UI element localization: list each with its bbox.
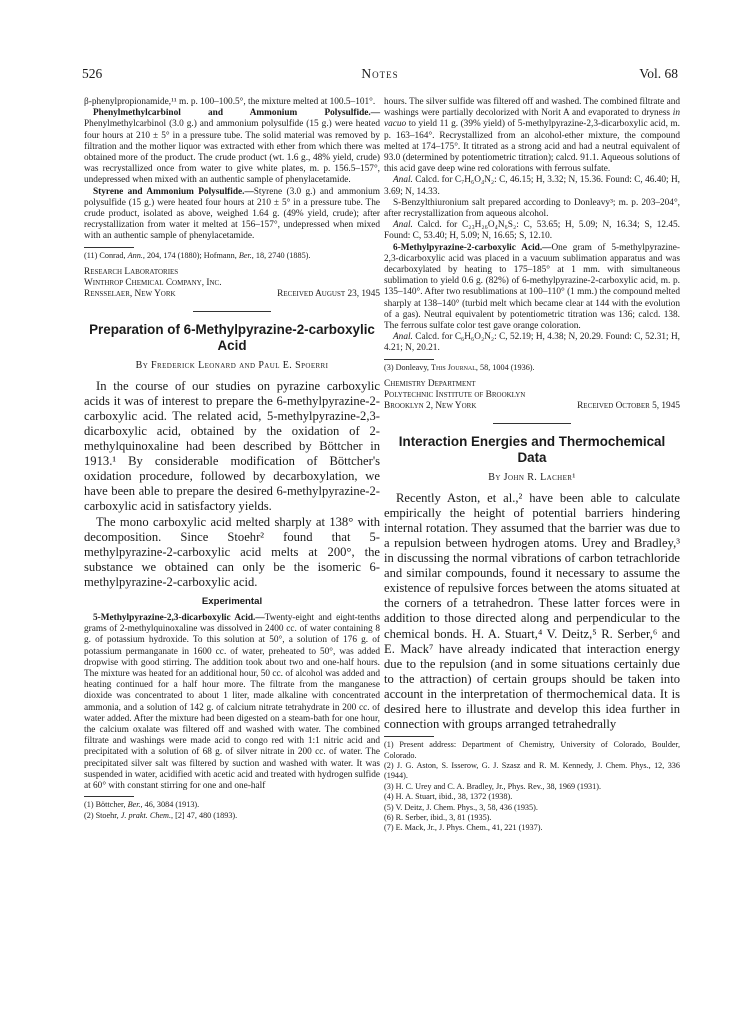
footnotes	[84, 800, 380, 821]
article-separator-rule	[493, 423, 571, 424]
footnote: (7) E. Mack, Jr., J. Phys. Chem., 41, 221 (1937).	[384, 823, 543, 833]
paragraph-body: Styrene (3.0 g.) and ammonium polysulfide (15 g.) were heated four hours at 210 ± 5° in a pressure tube. The crude product, isolated as above, weighed 1.64 g. (49% yield, crude); after recrystallization from water it melted at 156–157°, undepressed when mixed with an authentic sample of phenylacetamide.	[84, 186, 380, 242]
received-date: Received October 5, 1945	[577, 401, 680, 412]
experiment-paragraph	[84, 613, 380, 792]
footnote-rule	[84, 247, 134, 248]
affiliation-received-row	[384, 401, 680, 412]
footnote: (11) Conrad, Ann., 204, 174 (1880); Hofmann, Ber., 18, 2740 (1885).	[84, 250, 311, 260]
article-title: Preparation of 6-Methylpyrazine-2-carboxylic Acid	[89, 321, 375, 353]
analysis-line: Anal. Calcd. for C₇H₆O₄N₂: C, 46.15; H, 3.32; N, 15.36. Found: C, 46.40; H, 3.69; N, 14.33.	[384, 175, 680, 197]
footnote-rule	[384, 736, 434, 737]
intro-paragraph: In the course of our studies on pyrazine carboxylic acids it was of interest to prepare the 6-methylpyrazine-2-carboxylic acid. The related acid, 5-methylpyrazine-2,3-dicarboxylic acid, obtained by the oxidation of 2-methylquinoxaline had been described by Böttcher in 1913.¹ By considerable modification of Böttcher's oxidation procedure, followed by decarboxylation, we have been able to prepare the desired 6-methylpyrazine-2-carboxylic acid in satisfactory yields.	[84, 378, 380, 514]
experimental-continued	[384, 97, 680, 355]
intro-paragraph: The mono carboxylic acid melted sharply at 138° with decomposition. Since Stoehr² found that 5-methylpyrazine-2-carboxylic acid melts at 200°, the substance we obtained can only be the isomeric 6-methylpyrazine-2-carboxylic acid.	[84, 514, 380, 589]
left-column	[84, 97, 380, 821]
footnote: (3) Donleavy, This Journal, 58, 1004 (1936).	[384, 362, 535, 372]
paragraph-body: One gram of 5-methylpyrazine-2,3-dicarboxylic acid was placed in a vacuum sublimation apparatus and was decarboxylated by heating to 175–185° at 1 mm. with simultaneous sublimation to yield 0.6 g. (82%) of 6-methylpyrazine-2-carboxylic acid, m. p. 135–140°. After two resublimations at 100–110° (1 mm.) the compound melted sharply at 138–140° (turbid melt which became clear at 144 with the evolution of a gas). Neutral equivalent by potentiometric titration was 136; calcd. 138. The ferrous sulfate color test gave orange coloration.	[384, 242, 680, 332]
footnote: (1) Present address: Department of Chemistry, University of Colorado, Boulder, Colorado.	[384, 740, 680, 760]
experiment-paragraph	[384, 243, 680, 333]
footnote-rule	[384, 359, 434, 360]
paragraph-body: Twenty-eight and eight-tenths grams of 2-methylquinoxaline was dissolved in 2400 cc. of water containing 8 g. of potassium hydroxide. To this solution at 50°, a solution of 176 g. of potassium permanganate in 1600 cc. of water, preheated to 50°, was added dropwise with good stirring. The addition took about two and one-half hours. The mixture was heated for an additional hour, 50 cc. of alcohol was added and heating continued for a half hour more. The filtrate from the manganese dioxide was concentrated to about 1 liter, made alkaline with concentrated ammonia, and a solution of 142 g. of calcium nitrate tetrahydrate in 200 cc. of water added. After the mixture had been digested on a steam-bath for one hour, the calcium oxalate was filtered off and washed with water. The combined filtrate and washings were made acid to congo red with 1:1 nitric acid and precipitated with a solution of 68 g. of silver nitrate in 200 cc. of water. The precipitated silver salt was filtered by suction and washed with water. It was suspended in water, acidified with acetic acid and treated with hydrogen sulfide at 60° with constant stirring for one and one-half	[84, 612, 380, 792]
paragraph-body: Phenylmethylcarbinol (3.0 g.) and ammonium polysulfide (15 g.) were heated four hours at 210 ± 5° in a pressure tube. The solid material was removed by filtration and the mother liquor was extracted with ether from which there was obtained more of the product. The crude product (wt. 1.6 g., 48% yield, crude) was recrystallized once from water to give white plates, m. p. 156.5–157°, undepressed when mixed with an authentic sample of phenylacetamide.	[84, 119, 380, 186]
affiliation-place: Brooklyn 2, New York	[384, 401, 477, 412]
section-title: Notes	[361, 66, 399, 81]
experimental-text	[84, 613, 380, 792]
article-byline: By Frederick Leonard and Paul E. Spoerri	[135, 359, 329, 371]
body-paragraph: Recently Aston, et al.,² have been able to calculate empirically the height of potential barriers hindering internal rotation. They assumed that the barrier was due to a repulsion between hydrogen atoms. Urey and Bradley,³ in discussing the normal vibrations of carbon tetrachloride and similar compounds, found it necessary to assume the existence of repulsive forces between the atoms situated at the corners of a tetrahedron. These latter forces were in addition to those directed along and perpendicular to the chemical bonds. H. A. Stuart,⁴ V. Deitz,⁵ R. Serber,⁶ and E. Mack⁷ have already indicated that interaction energy due to the repulsion (and in some situations certainly due to the attraction) of certain groups should be taken into account in the interpretation of thermochemical data. It is desired here to illustrate and develop this idea further in connection with groups arranged tetrahedrally	[384, 490, 680, 732]
continued-paragraph: hours. The silver sulfide was filtered off and washed. The combined filtrate and washings were partially decolorized with Norit A and evaporated to dryness in vacuo to yield 11 g. (39% yield) of 5-methylpyrazine-2,3-dicarboxylic acid, m. p. 163–164°. Recrystallized from an alcohol-ether mixture, the compound melted at 174–175°. It titrated as a strong acid and had a neutral equivalent of 93.0 (determined by potentiometric titration); calcd. 91.1. Aqueous solutions of this acid gave deep wine red colorations with ferrous sulfate.	[384, 97, 680, 175]
footnote: (2) Stoehr, J. prakt. Chem., [2] 47, 480 (1893).	[84, 810, 238, 820]
article-intro	[84, 379, 380, 590]
experiment-paragraph	[84, 187, 380, 243]
article-body	[384, 491, 680, 733]
prior-note-text	[84, 97, 380, 243]
run-in-heading: Phenylmethylcarbinol and Ammonium Polysulfide.—	[93, 108, 380, 119]
continued-paragraph: β-phenylpropionamide,¹¹ m. p. 100–100.5°, the mixture melted at 100.5–101°.	[84, 97, 376, 107]
received-date: Received August 23, 1945	[277, 289, 380, 300]
footnotes	[84, 251, 380, 261]
run-in-heading: 6-Methylpyrazine-2-carboxylic Acid.—	[393, 242, 552, 253]
footnotes	[384, 363, 680, 373]
running-header	[82, 66, 678, 84]
analysis-line: Anal. Calcd. for C₆H₆O₂N₂: C, 52.19; H, 4.38; N, 20.29. Found: C, 52.31; H, 4.21; N, 20.21.	[384, 332, 680, 354]
affiliation-place: Rensselaer, New York	[84, 289, 176, 300]
footnote: (5) V. Deitz, J. Chem. Phys., 3, 58, 436 (1935).	[384, 802, 538, 812]
footnotes	[384, 740, 680, 834]
run-in-heading: Styrene and Ammonium Polysulfide.—	[93, 186, 254, 197]
affiliation-line: Winthrop Chemical Company, Inc.	[84, 278, 222, 289]
volume-number: Vol. 68	[639, 66, 678, 81]
article-separator-rule	[193, 311, 271, 312]
footnote-rule	[84, 796, 134, 797]
affiliation-line: Chemistry Department	[384, 379, 476, 390]
footnote: (6) R. Serber, ibid., 3, 81 (1935).	[384, 813, 492, 823]
article-byline: By John R. Lacher¹	[488, 471, 576, 483]
affiliation-line: Polytechnic Institute of Brooklyn	[384, 390, 526, 401]
footnote: (3) H. C. Urey and C. A. Bradley, Jr., Phys. Rev., 38, 1969 (1931).	[384, 781, 602, 791]
footnote: (4) H. A. Stuart, ibid., 38, 1372 (1938).	[384, 792, 513, 802]
analysis-line: Anal. Calcd. for C₂₃H₂₆O₄N₆S₂: C, 53.65; H, 5.09; N, 16.34; S, 12.45. Found: C, 53.40; H, 5.09; N, 16.65; S, 12.10.	[384, 220, 680, 242]
salt-paragraph: S-Benzylthiuronium salt prepared according to Donleavy³; m. p. 203–204°, after recrystallization from aqueous alcohol.	[384, 197, 680, 220]
experiment-paragraph	[84, 108, 380, 186]
right-column	[384, 97, 680, 834]
affiliation-block	[384, 379, 680, 413]
section-heading-experimental: Experimental	[201, 595, 263, 607]
affiliation-received-row	[84, 289, 380, 300]
article-title: Interaction Energies and Thermochemical Data	[398, 433, 666, 465]
footnote: (1) Böttcher, Ber., 46, 3084 (1913).	[84, 800, 200, 810]
page-number: 526	[82, 66, 103, 81]
run-in-heading: 5-Methylpyrazine-2,3-dicarboxylic Acid.—	[93, 612, 265, 623]
affiliation-line: Research Laboratories	[84, 267, 179, 278]
affiliation-block	[84, 267, 380, 301]
footnote: (2) J. G. Aston, S. Isserow, G. J. Szasz and R. M. Kennedy, J. Chem. Phys., 12, 336 (1944).	[384, 761, 680, 781]
